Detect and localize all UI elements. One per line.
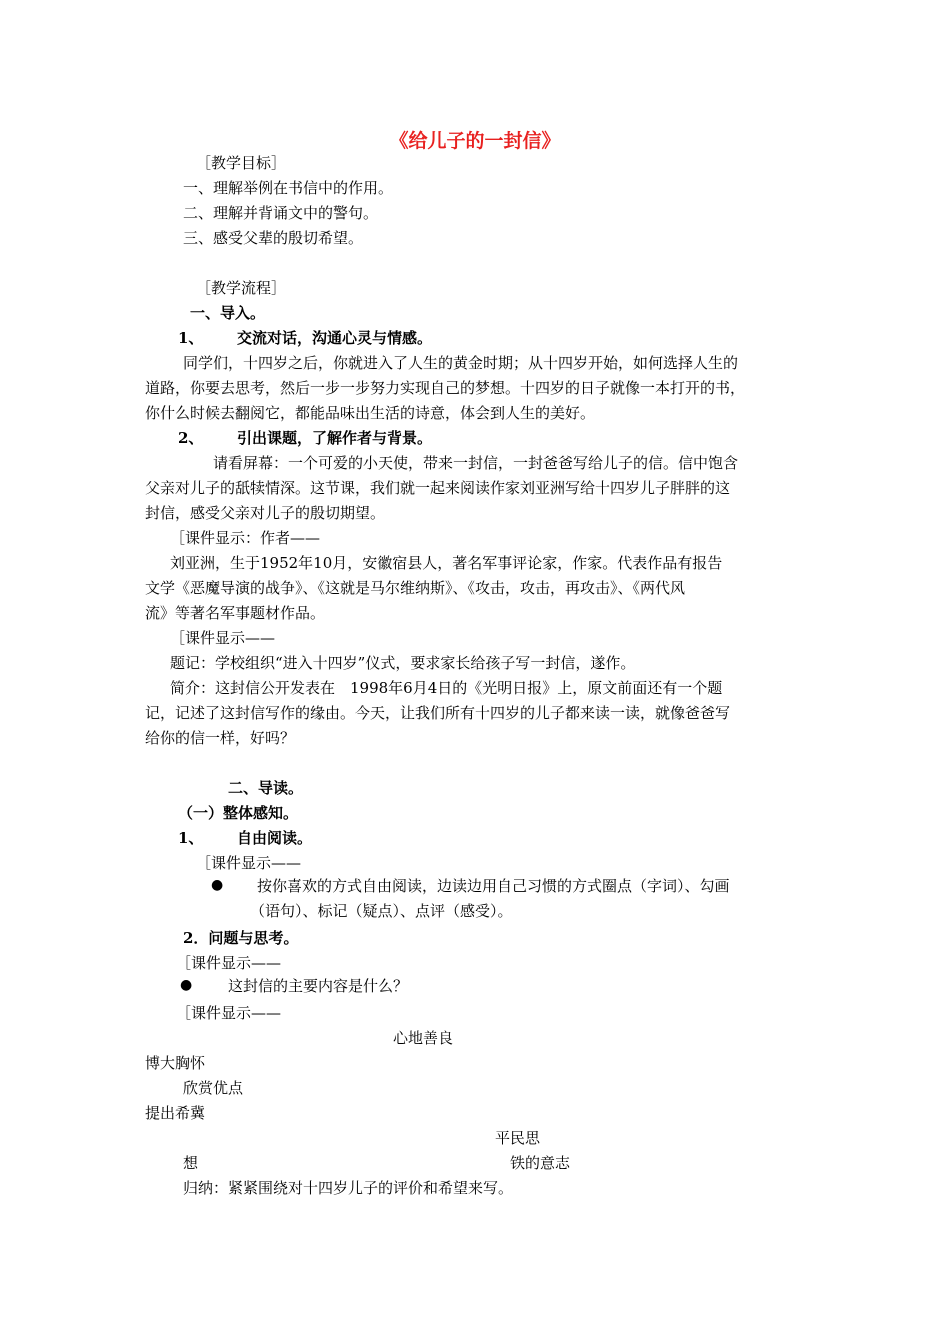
keyword-hope: 提出希冀 bbox=[145, 1104, 206, 1122]
section1-item1-text: 交流对话，沟通心灵与情感。 bbox=[237, 329, 433, 347]
para2-line1: 请看屏幕：一个可爱的小天使，带来一封信，一封爸爸写给儿子的信。信中饱含 bbox=[213, 454, 739, 472]
show-reading: ［课件显示—— bbox=[196, 854, 302, 872]
section1-heading: 一、导入。 bbox=[190, 304, 266, 322]
show-note: ［课件显示—— bbox=[170, 629, 276, 647]
bullet1-line1: 按你喜欢的方式自由阅读，边读边用自己习惯的方式圈点（字词）、勾画 bbox=[257, 877, 730, 895]
para2-line2: 父亲对儿子的舐犊情深。这节课，我们就一起来阅读作家刘亚洲写给十四岁儿子胖胖的这 bbox=[145, 479, 731, 497]
goal-1: 一、理解举例在书信中的作用。 bbox=[183, 179, 394, 197]
keyword-civilian-b: 想 bbox=[183, 1154, 199, 1172]
keyword-civilian-a: 平民思 bbox=[495, 1129, 541, 1147]
author-line3: 流》等著名军事题材作品。 bbox=[145, 604, 326, 622]
goals-heading: ［教学目标］ bbox=[196, 154, 287, 172]
bullet-icon: ● bbox=[211, 877, 224, 893]
section2-item1-text: 自由阅读。 bbox=[237, 829, 313, 847]
show-question: ［课件显示—— bbox=[176, 954, 282, 972]
summary-line: 归纳：紧紧围绕对十四岁儿子的评价和希望来写。 bbox=[183, 1179, 514, 1197]
flow-heading: ［教学流程］ bbox=[196, 279, 287, 297]
section1-item2-text: 引出课题，了解作者与背景。 bbox=[237, 429, 433, 447]
section2-sub: （一）整体感知。 bbox=[178, 804, 299, 822]
para2-line3: 封信，感受父亲对儿子的殷切期望。 bbox=[145, 504, 386, 522]
author-line2: 文学《恶魔导演的战争》、《这就是马尔维纳斯》、《攻击，攻击，再攻击》、《两代风 bbox=[145, 579, 686, 597]
para1-line2: 道路，你要去思考，然后一步一步努力实现自己的梦想。十四岁的日子就像一本打开的书， bbox=[145, 379, 746, 397]
tiji-line: 题记：学校组织“进入十四岁”仪式，要求家长给孩子写一封信，遂作。 bbox=[170, 654, 636, 672]
show-author: ［课件显示：作者—— bbox=[170, 529, 321, 547]
para1-line3: 你什么时候去翻阅它，都能品味出生活的诗意，体会到人生的美好。 bbox=[145, 404, 596, 422]
goal-3: 三、感受父辈的殷切希望。 bbox=[183, 229, 364, 247]
intro-line1: 简介：这封信公开发表在 1998年6月4日的《光明日报》上，原文前面还有一个题 bbox=[170, 679, 723, 697]
keyword-iron-will: 铁的意志 bbox=[510, 1154, 571, 1172]
keyword-kind-heart: 心地善良 bbox=[393, 1029, 454, 1047]
author-line1: 刘亚洲，生于1952年10月，安徽宿县人，著名军事评论家，作家。代表作品有报告 bbox=[170, 554, 723, 572]
section2-item2: 2．问题与思考。 bbox=[183, 929, 299, 947]
intro-line3: 给你的信一样，好吗？ bbox=[145, 729, 296, 747]
bullet2-text: 这封信的主要内容是什么？ bbox=[228, 977, 409, 995]
para1-line1: 同学们，十四岁之后，你就进入了人生的黄金时期；从十四岁开始，如何选择人生的 bbox=[183, 354, 739, 372]
page-title: 《给儿子的一封信》 bbox=[389, 130, 561, 152]
keyword-appreciate: 欣赏优点 bbox=[183, 1079, 244, 1097]
show-keywords: ［课件显示—— bbox=[176, 1004, 282, 1022]
bullet1-line2: （语句）、标记（疑点）、点评（感受）。 bbox=[250, 902, 513, 920]
intro-line2: 记，记述了这封信写作的缘由。今天，让我们所有十四岁的儿子都来读一读，就像爸爸写 bbox=[145, 704, 731, 722]
section1-item2-num: 2、 bbox=[178, 429, 204, 447]
keyword-broad-mind: 博大胸怀 bbox=[145, 1054, 206, 1072]
section2-heading: 二、导读。 bbox=[228, 779, 304, 797]
section1-item1-num: 1、 bbox=[178, 329, 204, 347]
goal-2: 二、理解并背诵文中的警句。 bbox=[183, 204, 379, 222]
bullet-icon: ● bbox=[180, 977, 193, 993]
section2-item1-num: 1、 bbox=[178, 829, 204, 847]
